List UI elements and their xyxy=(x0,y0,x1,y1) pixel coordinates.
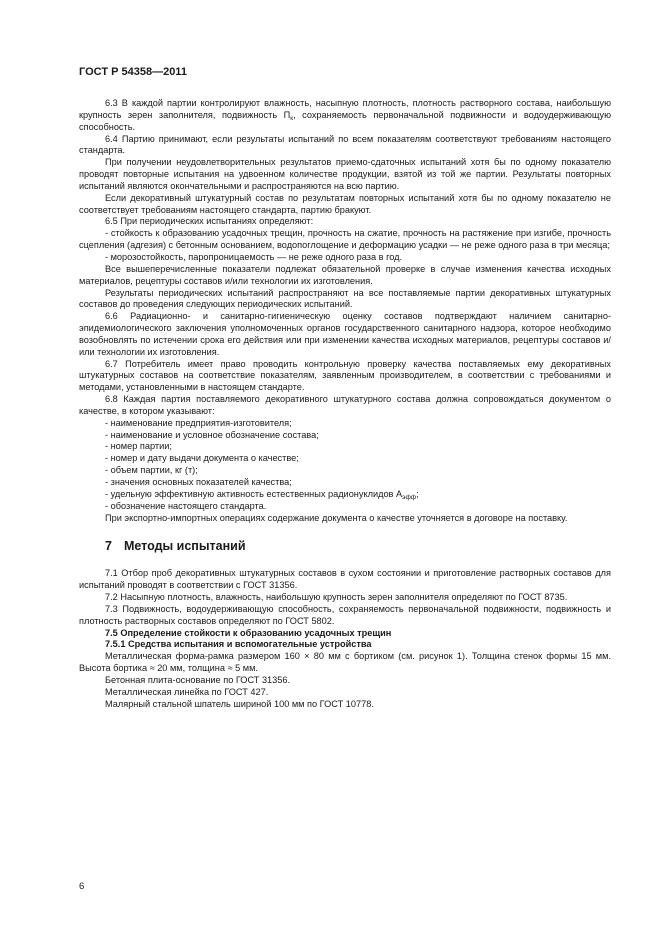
paragraph-ruler: Металлическая линейка по ГОСТ 427. xyxy=(105,686,269,697)
list-item: - обозначение настоящего стандарта. xyxy=(105,500,267,511)
paragraph-6-7: 6.7 Потребитель имеет право проводить контрольную проверку качества поставляемых ему декоративных штукатурных составов на соответствие показателям, заявленным производителем, в соответствии с требованиями и методами, установленными в настоящем стандарте. xyxy=(79,358,611,393)
subsection-heading-7-5-1: 7.5.1 Средства испытания и вспомогательные устройства xyxy=(105,639,372,650)
list-item xyxy=(79,489,611,501)
list-item: - морозостойкость, паропроницаемость — не реже одного раза в год. xyxy=(105,251,403,262)
paragraph-6-4: 6.4 Партию принимают, если результаты испытаний по всем показателям соответствуют требованиям настоящего стандарта. xyxy=(79,133,611,156)
subsection-heading-7-5: 7.5 Определение стойкости к образованию усадочных трещин xyxy=(105,627,392,638)
list-item: - наименование предприятия-изготовителя; xyxy=(105,417,292,428)
paragraph-form: Металлическая форма-рамка размером 160 × 80 мм с бортиком (см. рисунок 1). Толщина стенок формы 15 мм. Высота бортика ≈ 20 мм, толщина ≈ 5 мм. xyxy=(79,651,611,674)
paragraph-7-2: 7.2 Насыпную плотность, влажность, наибольшую крупность зерен заполнителя определяют по ГОСТ 8735. xyxy=(105,592,568,603)
paragraph-6-8: 6.8 Каждая партия поставляемого декоративного штукатурного состава должна сопровождаться документом о качестве, в котором указывают: xyxy=(79,394,611,416)
text-run: ; xyxy=(416,488,419,499)
paragraph-results: Результаты периодических испытаний распространяют на все поставляемые партии декоративных штукатурных составов до проведения следующих периодических испытаний. xyxy=(79,287,611,310)
list-item: - номер и дату выдачи документа о качестве; xyxy=(105,453,299,464)
paragraph-repeat-tests: При получении неудовлетворительных результатов приемо-сдаточных испытаний хотя бы по одному показателю проводят повторные испытания на удвоенном количестве продукции, взятой из той же партии. Результаты повторных испытаний являются окончательными и распространяются на всю партию. xyxy=(79,157,611,191)
paragraph-reject: Если декоративный штукатурный состав по результатам повторных испытаний хотя бы по одному показателю не соответствует требованиям настоящего стандарта, партию бракуют. xyxy=(79,192,611,215)
paragraph-7-3: 7.3 Подвижность, водоудерживающую способность, сохраняемость первоначальной подвижности, подвижность и плотность растворных составов определяют по ГОСТ 5802. xyxy=(79,603,611,626)
subscript: эфф xyxy=(402,493,417,501)
paragraph-7-1: 7.1 Отбор проб декоративных штукатурных составов в сухом состоянии и приготовление растворных составов для испытаний проводят в соответствии с ГОСТ 31356. xyxy=(79,568,611,591)
paragraph-export: При экспортно-импортных операциях содержание документа о качестве уточняется в договоре на поставку. xyxy=(105,512,568,523)
paragraph-plate: Бетонная плита-основание по ГОСТ 31356. xyxy=(105,674,291,685)
document-body xyxy=(79,98,611,711)
list-item: - номер партии; xyxy=(105,441,172,452)
document-header: ГОСТ Р 54358—2011 xyxy=(79,66,187,78)
section-heading xyxy=(79,538,611,554)
list-item: - значения основных показателей качества; xyxy=(105,477,292,487)
paragraph-6-6: 6.6 Радиационно- и санитарно-гигиеническую оценку составов подтверждают наличием санитарно-эпидемиологического заключения уполномоченных органов государственного санитарного надзора, которое необходимо возобновлять по истечении срока его действия или при изменении качества исходных материалов, рецептуры составов и/или технологии их изготовления. xyxy=(79,311,611,357)
paragraph-6-3 xyxy=(79,98,611,134)
section-number: 7 xyxy=(105,539,112,554)
paragraph-6-5: 6.5 При периодических испытаниях определяют: xyxy=(105,216,314,227)
paragraph-spatula: Малярный стальной шпатель шириной 100 мм по ГОСТ 10778. xyxy=(105,698,374,709)
subscript: к xyxy=(290,114,294,122)
page-number: 6 xyxy=(79,881,85,892)
paragraph-listed: Все вышеперечисленные показатели подлежат обязательной проверке в случае изменения качества исходных материалов, рецептуры составов и/или технологии их изготовления. xyxy=(79,263,611,286)
section-title: Методы испытаний xyxy=(123,539,246,554)
text-run: 6.3 В каждой партии контролируют влажность, насыпную плотность, плотность растворного состава, наибольшую крупность зерен заполнителя, подвижность П xyxy=(79,98,611,120)
list-item: - наименование и условное обозначение состава; xyxy=(105,429,319,440)
text-run: , сохраняемость первоначальной подвижности и водоудерживающую способность. xyxy=(79,109,612,132)
text-run: - удельную эффективную активность естественных радионуклидов А xyxy=(105,488,403,499)
list-item: - стойкость к образованию усадочных трещин, прочность на сжатие, прочность на растяжение при изгибе, прочность сцепления (адгезия) с бетонным основанием, водопоглощение и деформацию усадки — не реже одного раза в три месяца; xyxy=(79,228,611,251)
list-item: - объем партии, кг (т); xyxy=(105,465,198,476)
